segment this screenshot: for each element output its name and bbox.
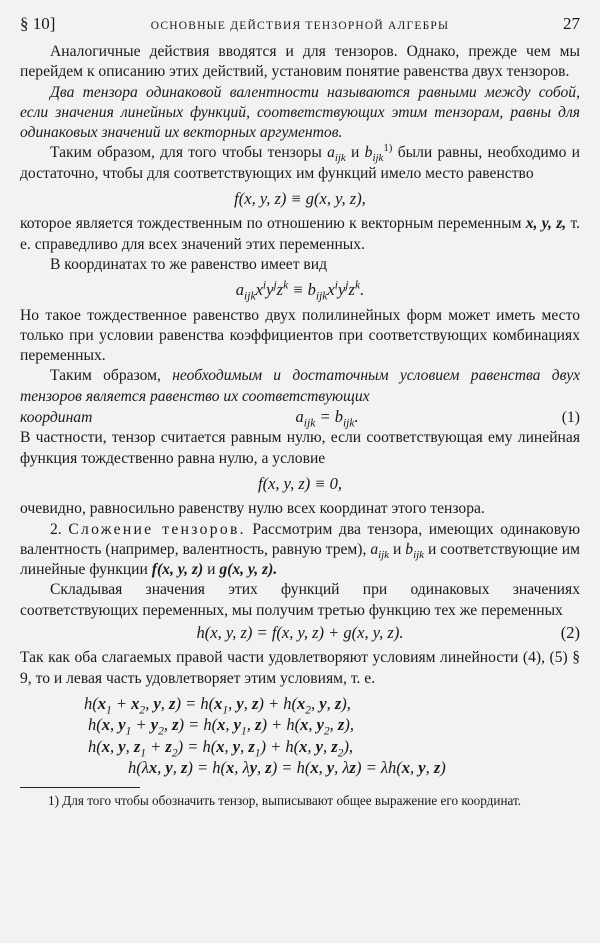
equation-fg: f(x, y, z) ≡ g(x, y, z), xyxy=(234,189,366,209)
paragraph: Таким образом, необходимым и достаточным условием равенства двух тензоров является равенство их соответствующих xyxy=(20,367,581,405)
paragraph-addition: 2. Сложение тензоров. Рассмотрим два тензора, имеющих одинаковую валентность (например, валентность, равную трем), $a_{ijk}$ и $b_{ijk}$ и соответствующие им линейные функции f(x, y, z) и g(x, y, z). xyxy=(20,520,581,579)
linearity-eq-4: h(λx, y, z) = h(x, λy, z) = h(x, y, λz) = λh(x, y, z) xyxy=(128,758,446,778)
equation-number: (2) xyxy=(560,623,580,643)
page-body xyxy=(20,42,580,809)
paragraph: В частности, тензор считается равным нулю, если соответствующая ему линейная функция тождественно равна нулю, а условие xyxy=(20,429,580,467)
running-title: ОСНОВНЫЕ ДЕЙСТВИЯ ТЕНЗОРНОЙ АЛГЕБРЫ xyxy=(150,20,450,32)
paragraph: В координатах то же равенство имеет вид xyxy=(50,255,328,273)
footnote-rule xyxy=(20,787,140,788)
linearity-equations xyxy=(20,693,580,779)
paragraph: Таким образом, для того чтобы тензоры $a_{ijk}$ и $b_{ijk}^{1)}$ были равны, необходимо и достаточно, чтобы для соответствующих им функций имело место равенство xyxy=(20,142,580,182)
page-number: 27 xyxy=(563,14,580,33)
paragraph: Но такое тождественное равенство двух полилинейных форм может иметь место только при условии равенства коэффициентов при соответствующих комбинациях переменных. xyxy=(20,306,580,365)
linearity-eq-2: h(x, $y_1 + y_2$, z) = h(x, $y_1$, z) + h(x, $y_2$, z), xyxy=(88,715,354,738)
linearity-eq-3: h(x, y, $z_1 + z_2) = h(x$, y, $z_1) + h(x$, y, $z_2$), xyxy=(88,736,354,760)
equation-zero: f(x, y, z) ≡ 0, xyxy=(258,473,342,493)
footnote: 1) Для того чтобы обозначить тензор, выписывают общее выражение его координат. xyxy=(48,792,522,808)
equation-1: $a_{ijk} = b_{ijk}$. xyxy=(295,407,359,430)
equation-number: (1) xyxy=(561,409,580,427)
paragraph: Аналогичные действия вводятся и для тензоров. Однако, прежде чем мы перейдем к описанию этих действий, установим понятие равенства двух тензоров. xyxy=(20,43,580,81)
equation-1-line: координат $a_{ijk} = b_{ijk}$. (1) xyxy=(20,407,580,430)
running-header xyxy=(20,14,580,36)
paragraph: Складывая значения этих функций при одинаковых значениях соответствующих переменных, мы получим третью функцию тех же переменных xyxy=(20,581,580,619)
equation-coordinates: $a_{ijk}x^iy^jz^k \equiv b_{ijk}x^iy^jz^k$. xyxy=(235,279,365,303)
section-ref: § 10] xyxy=(20,14,56,33)
paragraph: которое является тождественным по отношению к векторным переменным x, y, z, т. е. справедливо для всех значений этих переменных. xyxy=(20,215,580,253)
paragraph: очевидно, равносильно равенству нулю всех координат этого тензора. xyxy=(20,500,485,518)
equation-2: h(x, y, z) = f(x, y, z) + g(x, y, z). (2) xyxy=(196,623,580,643)
linearity-eq-1: $h(x_1 + x_2$, y, $z) = h(x_1$, y, $z) + h(x_2$, y, z), xyxy=(84,693,351,717)
definition-paragraph: Два тензора одинаковой валентности называются равными между собой, если значения линейных функций, соответствующих этим тензорам, равны для одинаковых значений их векторных аргументов. xyxy=(20,83,580,142)
subsection-title: Сложение тензоров. xyxy=(68,520,246,538)
paragraph: Так как оба слагаемых правой части удовлетворяют условиям линейности (4), (5) § 9, то и левая часть удовлетворяет этим условиям, т. е. xyxy=(20,649,580,687)
